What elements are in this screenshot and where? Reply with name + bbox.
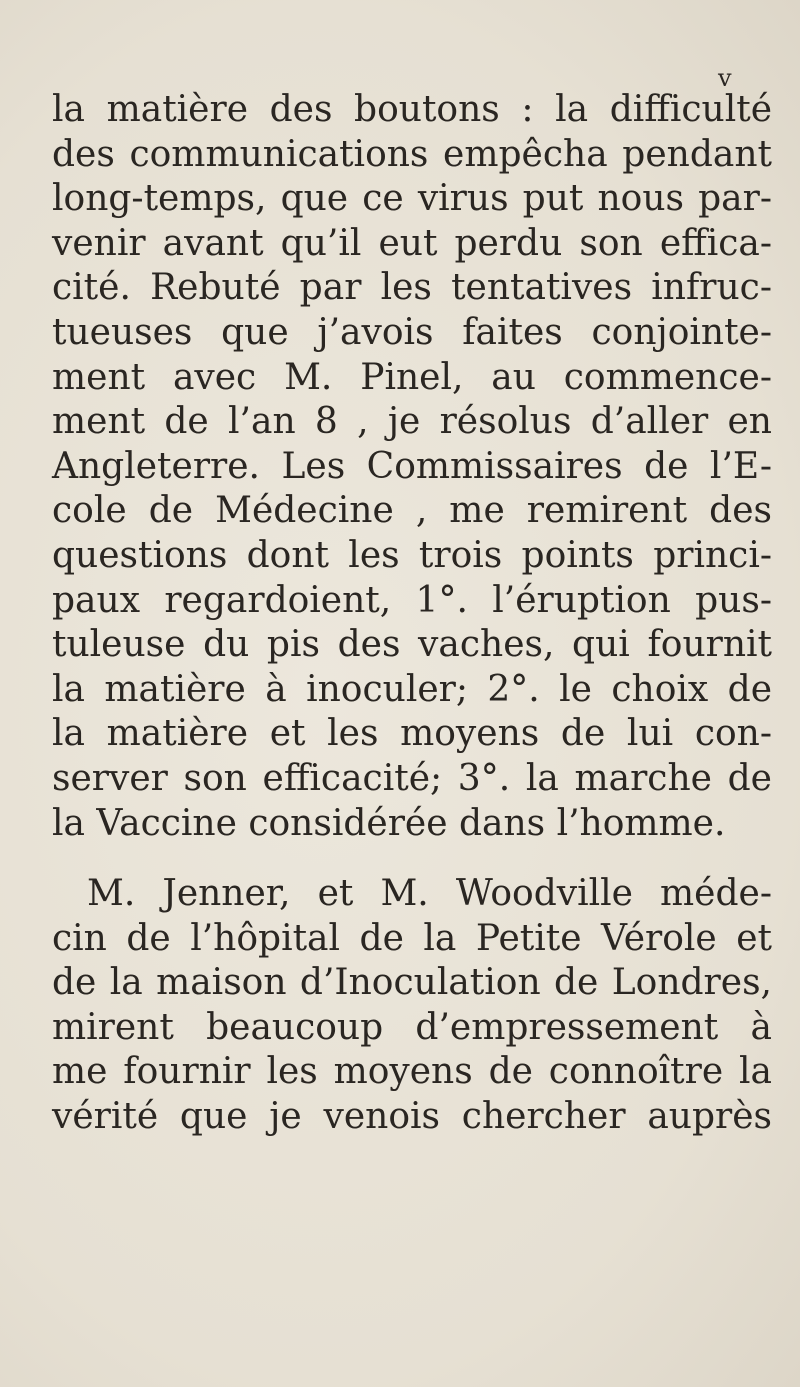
text-line: cin de l’hôpital de la Petite Vérole et: [52, 917, 772, 959]
text-line: long-temps, que ce virus put nous par-: [52, 178, 772, 220]
text-line: la matière à inoculer; 2°. le choix de: [52, 668, 772, 710]
text-line: de la maison d’Inoculation de Londres,: [52, 962, 772, 1004]
text-line: la matière et les moyens de lui con-: [52, 713, 772, 755]
text-line: ment de l’an 8 , je résolus d’aller en: [52, 401, 772, 443]
text-line: tuleuse du pis des vaches, qui fournit: [52, 624, 772, 666]
text-line: questions dont les trois points princi-: [52, 534, 772, 576]
text-line: me fournir les moyens de connoître la: [52, 1051, 772, 1093]
text-line: vérité que je venois chercher auprès: [52, 1096, 772, 1138]
text-line: cole de Médecine , me remirent des: [52, 490, 772, 532]
paragraph: [52, 88, 772, 846]
page-number: v: [718, 64, 732, 92]
text-line: server son efficacité; 3°. la marche de: [52, 757, 772, 799]
text-line: la matière des boutons : la difficulté: [52, 89, 772, 130]
text-line: la Vaccine considérée dans l’homme.: [52, 802, 726, 844]
text-line: M. Jenner, et M. Woodville méde-: [87, 873, 772, 915]
text-line: cité. Rebuté par les tentatives infruc-: [52, 267, 772, 309]
text-line: venir avant qu’il eut perdu son effica-: [52, 222, 772, 264]
text-line: tueuses que j’avois faites conjointe-: [52, 311, 772, 353]
text-line: paux regardoient, 1°. l’éruption pus-: [52, 579, 772, 621]
paragraph: [52, 872, 772, 1140]
text-line: mirent beaucoup d’empressement à: [52, 1006, 772, 1048]
paragraph-gap: [52, 846, 772, 872]
text-line: des communications empêcha pendant: [52, 133, 772, 175]
text-line: Angleterre. Les Commissaires de l’E-: [52, 445, 772, 487]
text-line: ment avec M. Pinel, au commence-: [52, 356, 772, 398]
body-text: [52, 88, 772, 1140]
